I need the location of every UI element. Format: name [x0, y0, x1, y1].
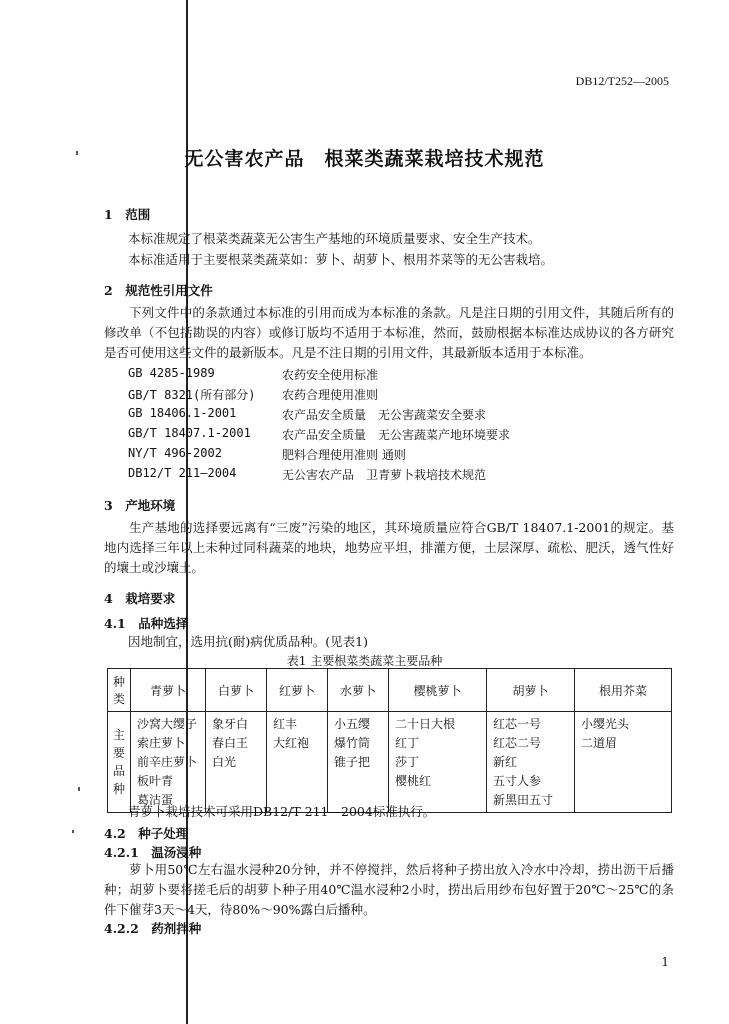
section-4-1-para: 因地制宜，选用抗(耐)病优质品种。(见表1): [128, 634, 368, 649]
table-corner-cell: 种类: [108, 669, 131, 712]
section-4-2-1-heading: 4.2.1 温汤浸种: [104, 845, 202, 860]
ref-code: GB 4285-1989: [128, 366, 215, 380]
ref-name: 肥料合理使用准则 通则: [282, 448, 406, 462]
variety-name: 五寸人参: [493, 774, 542, 788]
column-header: 樱桃萝卜: [389, 669, 487, 712]
ref-name: 农药安全使用标准: [282, 368, 379, 382]
ref-name: 农产品安全质量 无公害蔬菜安全要求: [282, 408, 487, 422]
variety-name: 爆竹筒: [334, 736, 371, 750]
section-3-heading: 3 产地环境: [104, 498, 176, 513]
column-header: 根用芥菜: [575, 669, 672, 712]
variety-name: 葛沽蛋: [137, 793, 174, 807]
table-cell: [206, 712, 267, 813]
variety-name: 板叶青: [137, 774, 174, 788]
variety-name: 锥子把: [334, 755, 371, 769]
section-4-heading: 4 栽培要求: [104, 591, 176, 606]
varieties-table: [107, 668, 672, 813]
table-cell: [328, 712, 389, 813]
page-number: 1: [661, 955, 669, 969]
variety-name: 小缨光头: [581, 717, 630, 731]
table-row: [108, 712, 672, 813]
table-header-row: [108, 669, 672, 712]
section-4-2-heading: 4.2 种子处理: [104, 826, 189, 841]
variety-name: 沙窝大缨子: [137, 717, 198, 731]
variety-name: 前辛庄萝卜: [137, 755, 198, 769]
variety-name: 红芯二号: [493, 736, 542, 750]
column-header: 红萝卜: [267, 669, 328, 712]
ref-name: 农药合理使用准则: [282, 388, 379, 402]
ref-code: GB/T 8321(所有部分): [128, 388, 256, 402]
ref-code: DB12/T 211—2004: [128, 466, 237, 480]
variety-name: 大红袍: [273, 736, 310, 750]
section-4-2-1-para: 萝卜用50℃左右温水浸种20分钟，并不停搅拌，然后将种子捞出放入冷水中冷却，捞出沥干后播种；胡萝卜要将搓毛后的胡萝卜种子用40℃温水浸种2小时，捞出后用纱布包好置于20℃～25℃的条件下催芽3天～4天，待80%～90%露白后播种。: [104, 862, 674, 917]
column-header: 白萝卜: [206, 669, 267, 712]
section-3-para: 生产基地的选择要远离有“三废”污染的地区，其环境质量应符合GB/T 18407.1-2001的规定。基地内选择三年以上未种过同科蔬菜的地块，地势应平坦，排灌方便，土层深厚、疏松、肥沃，透气性好的壤土或沙壤土。: [104, 520, 674, 575]
section-2-para: 下列文件中的条款通过本标准的引用而成为本标准的条款。凡是注日期的引用文件，其随后所有的修改单（不包括勘误的内容）或修订版均不适用于本标准，然而，鼓励根据本标准达成协议的各方研究是否可使用这些文件的最新版本。凡是不注日期的引用文件，其最新版本适用于本标准。: [104, 305, 674, 360]
section-1-heading: 1 范围: [104, 207, 151, 222]
column-header: 水萝卜: [328, 669, 389, 712]
column-header: 青萝卜: [131, 669, 206, 712]
scan-mark: [72, 830, 74, 833]
section-2-heading: 2 规范性引用文件: [104, 283, 213, 298]
row-header-cell: 主要品种: [108, 712, 131, 813]
section-1-para-1: 本标准规定了根菜类蔬菜无公害生产基地的环境质量要求、安全生产技术。: [128, 231, 541, 246]
ref-name: 无公害农产品 卫青萝卜栽培技术规范: [282, 468, 487, 482]
ref-code: NY/T 496-2002: [128, 446, 222, 460]
ref-name: 农产品安全质量 无公害蔬菜产地环境要求: [282, 428, 511, 442]
variety-name: 白光: [212, 755, 237, 769]
variety-name: 新红: [493, 755, 518, 769]
variety-name: 二十日大根: [395, 717, 456, 731]
variety-name: 莎丁: [395, 755, 420, 769]
page-title: 无公害农产品 根菜类蔬菜栽培技术规范: [184, 148, 545, 170]
table-note: 青萝卜栽培技术可采用DB12/T 211—2004标准执行。: [128, 804, 436, 819]
variety-name: 索庄萝卜: [137, 736, 186, 750]
variety-name: 象牙白: [212, 717, 249, 731]
ref-code: GB 18406.1-2001: [128, 406, 237, 420]
table-cell: [389, 712, 487, 813]
variety-name: 红丁: [395, 736, 420, 750]
section-1-para-2: 本标准适用于主要根菜类蔬菜如：萝卜、胡萝卜、根用芥菜等的无公害栽培。: [128, 252, 554, 267]
scan-mark: [78, 787, 80, 791]
table-caption: 表1 主要根菜类蔬菜主要品种: [286, 654, 443, 668]
variety-name: 新黑田五寸: [493, 793, 554, 807]
document-number: DB12/T252—2005: [575, 74, 669, 88]
table-cell: [487, 712, 575, 813]
section-4-1-heading: 4.1 品种选择: [104, 616, 189, 631]
variety-name: 二道眉: [581, 736, 618, 750]
variety-name: 樱桃红: [395, 774, 432, 788]
variety-name: 小五缨: [334, 717, 371, 731]
table-cell: [267, 712, 328, 813]
variety-name: 红丰: [273, 717, 298, 731]
variety-name: 红芯一号: [493, 717, 542, 731]
section-4-2-2-heading: 4.2.2 药剂拌种: [104, 921, 202, 936]
table-cell: [575, 712, 672, 813]
column-header: 胡萝卜: [487, 669, 575, 712]
ref-code: GB/T 18407.1-2001: [128, 426, 251, 440]
table-cell: [131, 712, 206, 813]
variety-name: 春白王: [212, 736, 249, 750]
